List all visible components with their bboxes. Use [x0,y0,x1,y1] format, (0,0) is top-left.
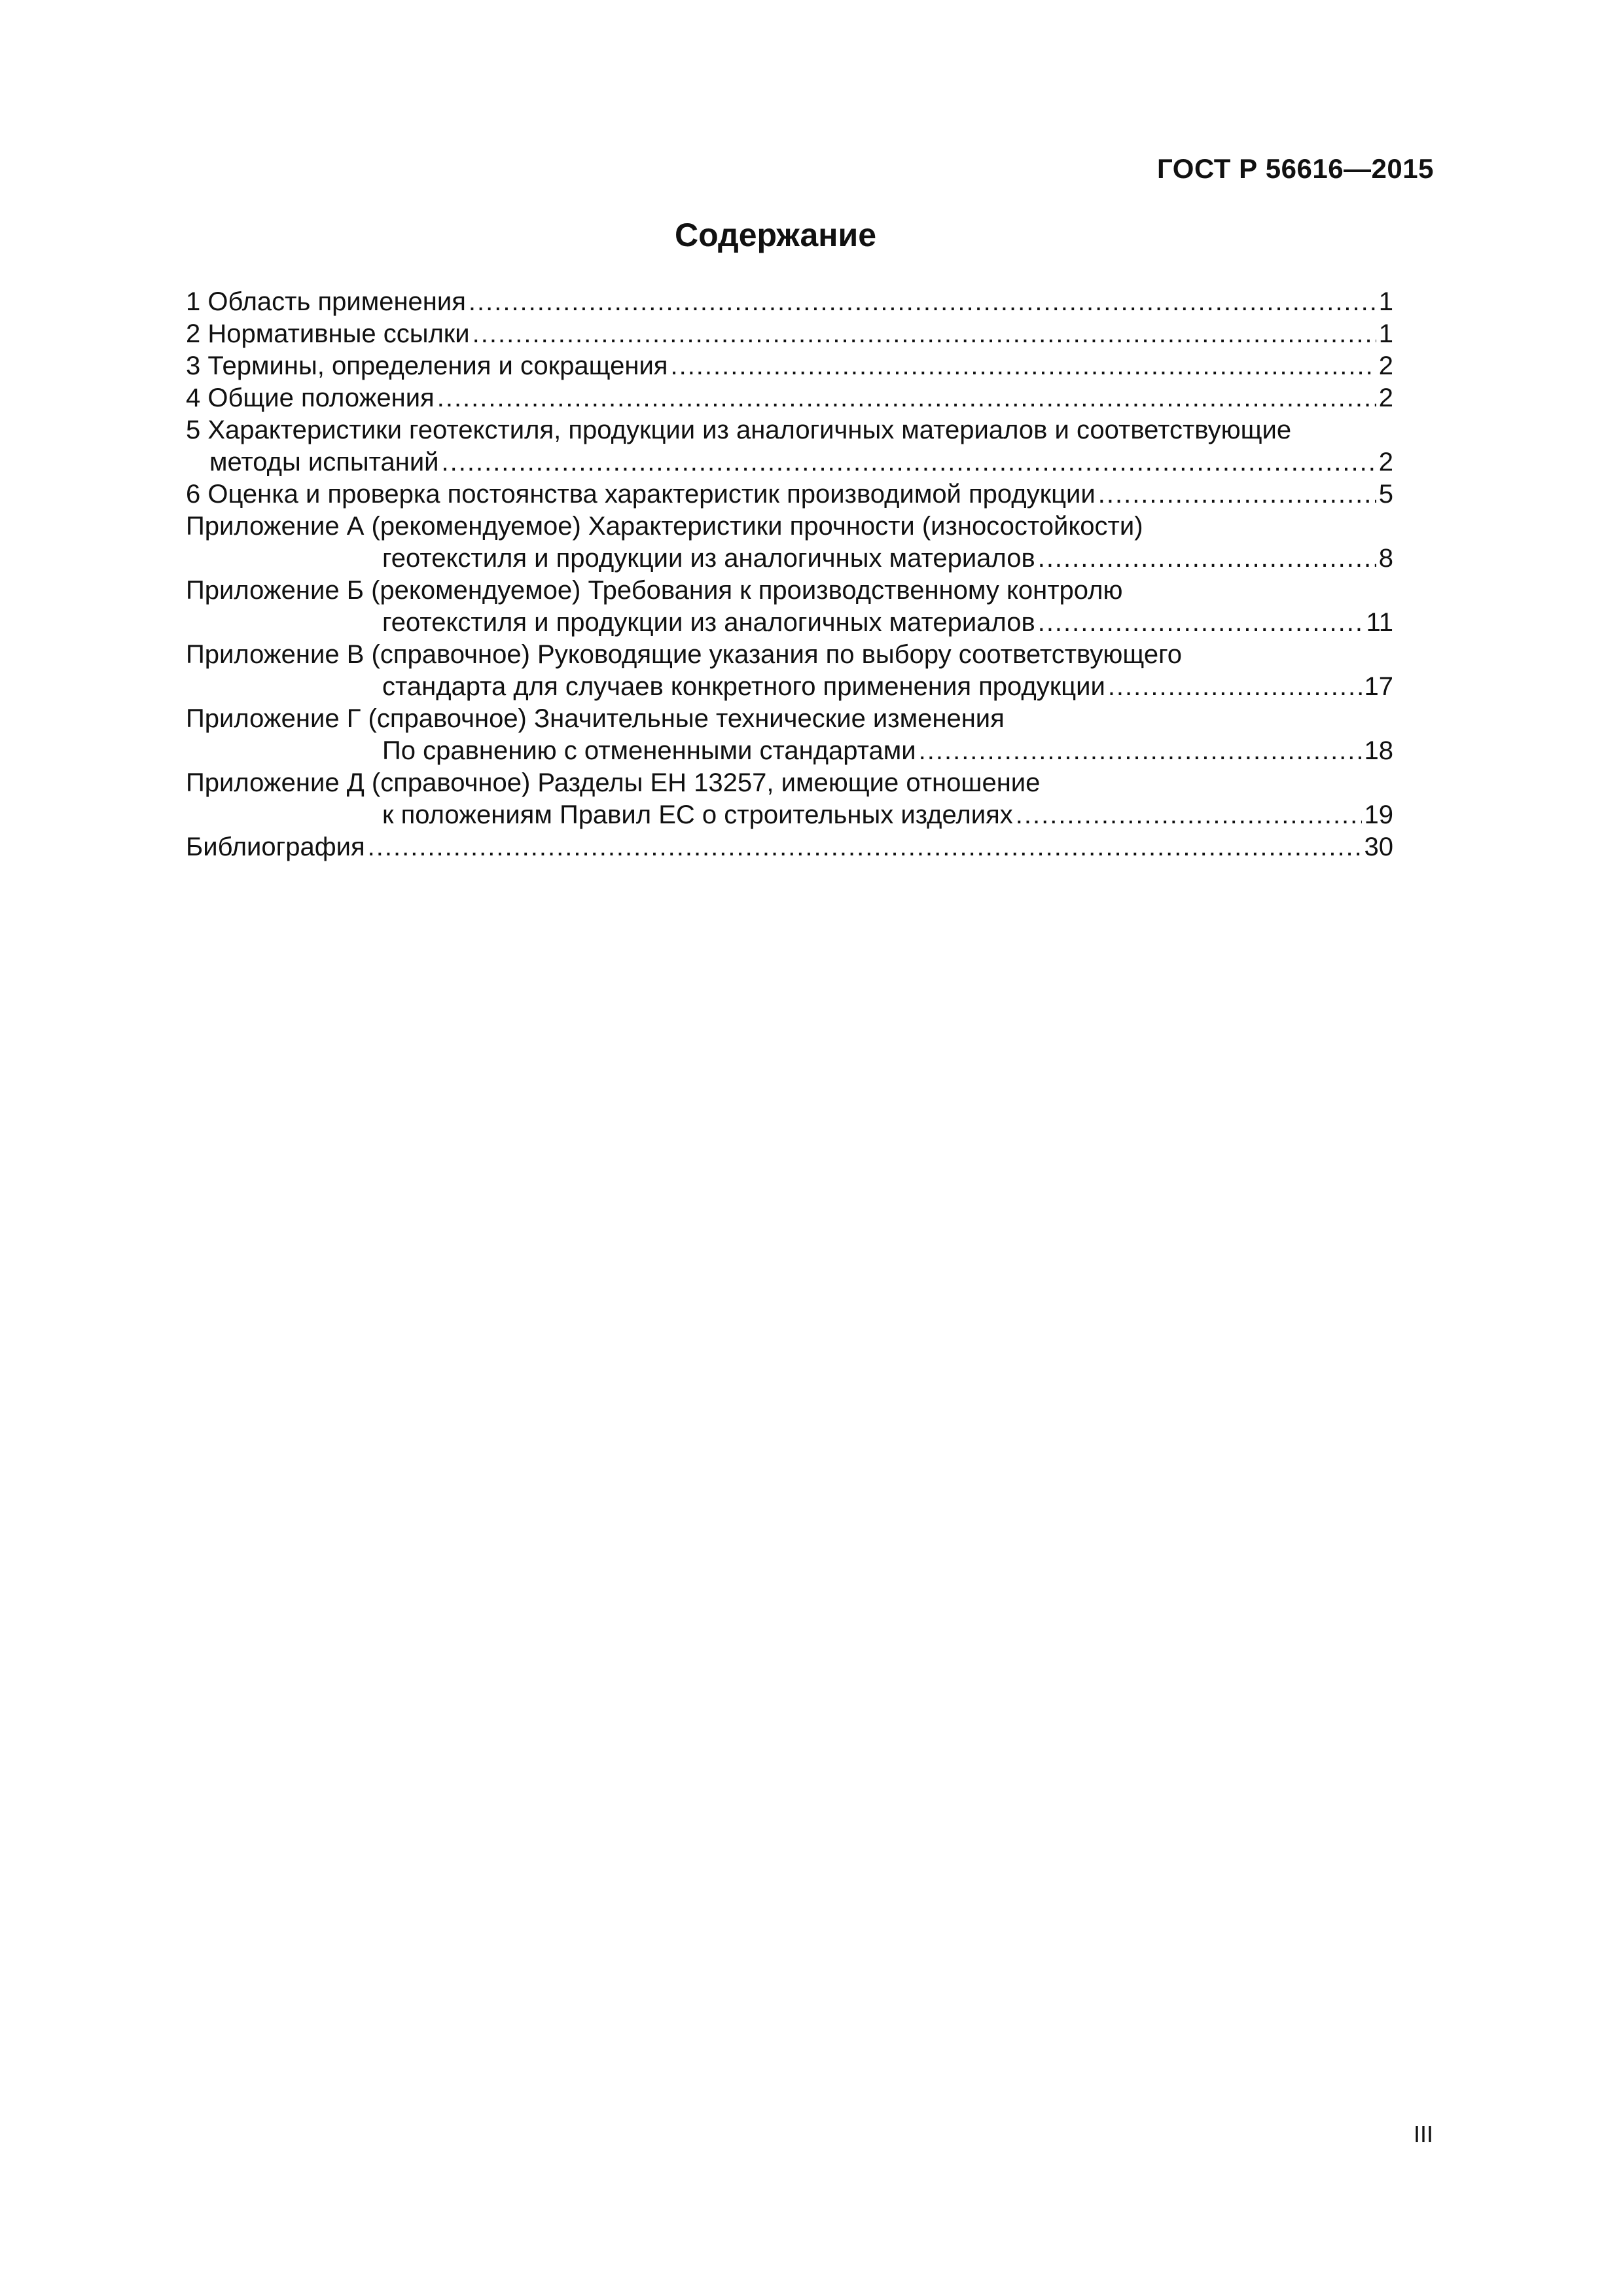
toc-entry-text: По сравнению с отмененными стандартами [382,736,916,765]
toc-leader-dots [473,318,1376,350]
toc-entry-text: стандарта для случаев конкретного применения продукции [382,672,1105,701]
toc-entry-text: 5 Характеристики геотекстиля, продукции из аналогичных материалов и соответствующие [186,416,1292,444]
toc-entry-text: Приложение В (справочное) Руководящие указания по выбору соответствующего [186,640,1183,669]
toc-leader-dots [469,286,1376,318]
toc-entry-continuation[interactable] [186,446,1393,478]
toc-entry[interactable] [186,350,1393,382]
toc-leader-dots [1016,799,1362,831]
document-code: ГОСТ Р 56616—2015 [1157,153,1434,184]
toc-page-number: 1 [1378,287,1393,316]
toc-entry-continuation[interactable] [186,735,1393,767]
table-of-contents [186,286,1393,863]
toc-page-number: 18 [1364,736,1393,765]
toc-page-number: 2 [1378,448,1393,476]
toc-entry-text: 2 Нормативные ссылки [186,319,470,348]
toc-entry-text: 6 Оценка и проверка постоянства характеристик производимой продукции [186,480,1096,509]
toc-entry-continuation[interactable] [186,543,1393,575]
toc-entry[interactable] [186,511,1393,543]
toc-entry[interactable] [186,414,1393,446]
toc-page-number: 8 [1378,544,1393,573]
toc-entry-continuation[interactable] [186,799,1393,831]
toc-entry[interactable] [186,478,1393,511]
toc-leader-dots [1038,607,1364,639]
toc-entry[interactable] [186,831,1393,863]
toc-entry[interactable] [186,382,1393,414]
toc-entry-text: Приложение Г (справочное) Значительные технические изменения [186,704,1005,733]
toc-leader-dots [368,831,1362,863]
toc-page-number: 11 [1366,608,1393,637]
toc-entry[interactable] [186,767,1393,799]
toc-page-number: 30 [1364,833,1393,861]
toc-entry-text: к положениям Правил ЕС о строительных изделиях [382,800,1013,829]
toc-page-number: 5 [1378,480,1393,509]
toc-title: Содержание [674,217,877,253]
toc-page-number: 17 [1364,672,1393,701]
toc-entry-text: геотекстиля и продукции из аналогичных материалов [382,544,1035,573]
toc-entry[interactable] [186,703,1393,735]
toc-leader-dots [919,735,1362,767]
toc-leader-dots [442,446,1376,478]
toc-entry-text: геотекстиля и продукции из аналогичных материалов [382,608,1035,637]
toc-entry-text: Библиография [186,833,365,861]
toc-entry[interactable] [186,286,1393,318]
toc-entry-continuation[interactable] [186,671,1393,703]
toc-entry-text: 1 Область применения [186,287,466,316]
page-number: III [1413,2121,1433,2147]
toc-entry[interactable] [186,318,1393,350]
toc-entry-text: 4 Общие положения [186,384,435,412]
toc-entry-text: 3 Термины, определения и сокращения [186,351,668,380]
toc-entry-continuation[interactable] [186,607,1393,639]
toc-leader-dots [1098,478,1376,511]
toc-entry[interactable] [186,575,1393,607]
toc-page-number: 2 [1378,384,1393,412]
toc-leader-dots [670,350,1376,382]
toc-page-number: 19 [1364,800,1393,829]
toc-entry[interactable] [186,639,1393,671]
toc-entry-text: Приложение Д (справочное) Разделы ЕН 13257, имеющие отношение [186,768,1041,797]
toc-entry-text: Приложение А (рекомендуемое) Характеристики прочности (износостойкости) [186,512,1143,541]
toc-leader-dots [437,382,1376,414]
toc-page-number: 1 [1378,319,1393,348]
toc-entry-text: методы испытаний [209,448,439,476]
toc-leader-dots [1108,671,1362,703]
toc-leader-dots [1038,543,1376,575]
toc-page-number: 2 [1378,351,1393,380]
toc-entry-text: Приложение Б (рекомендуемое) Требования к производственному контролю [186,576,1123,605]
